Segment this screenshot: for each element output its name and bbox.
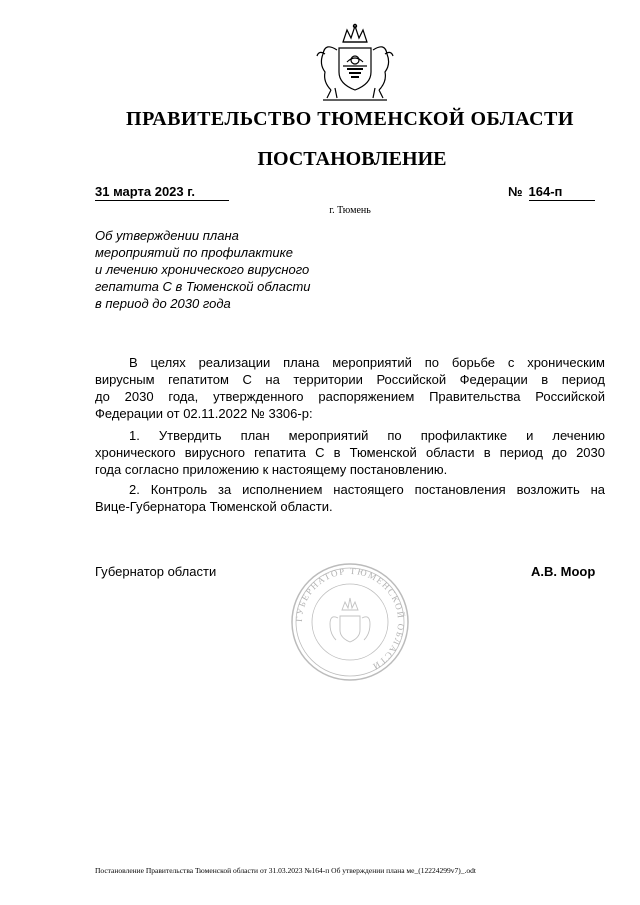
paragraph-line: года согласно приложению к настоящему постановлению. xyxy=(95,462,448,477)
seal-text: ГУБЕРНАТОР ТЮМЕНСКОЙ ОБЛАСТИ xyxy=(293,565,407,673)
subject-line: гепатита С в Тюменской области xyxy=(95,279,311,294)
document-city: г. Тюмень xyxy=(329,205,371,216)
document-subject xyxy=(95,227,355,312)
svg-text:ГУБЕРНАТОР ТЮМЕНСКОЙ ОБЛАСТИ xyxy=(294,566,406,672)
paragraph-line: 2. Контроль за исполнением настоящего постановления возложить на xyxy=(129,482,605,497)
coat-of-arms-icon xyxy=(303,20,407,104)
number-label: № xyxy=(508,184,523,199)
paragraph-line: Федерации от 02.11.2022 № 3306-р: xyxy=(95,406,313,421)
paragraph-line: 1. Утвердить план мероприятий по профилактике и лечению xyxy=(129,428,605,443)
document-date: 31 марта 2023 г. xyxy=(95,184,229,201)
paragraph-line: хронического вирусного гепатита С в Тюменской области в период до 2030 xyxy=(95,445,605,460)
subject-line: Об утверждении плана xyxy=(95,228,239,243)
clause-1-paragraph xyxy=(95,427,605,478)
government-title: ПРАВИТЕЛЬСТВО ТЮМЕНСКОЙ ОБЛАСТИ xyxy=(126,108,574,130)
signer-title: Губернатор области xyxy=(95,564,217,579)
paragraph-line: Вице-Губернатора Тюменской области. xyxy=(95,499,333,514)
subject-line: в период до 2030 года xyxy=(95,296,231,311)
paragraph-line: до 2030 года, утвержденного распоряжением Правительства Российской xyxy=(95,389,605,404)
document-number-block xyxy=(508,184,605,201)
clause-2-paragraph xyxy=(95,481,605,515)
document-footer: Постановление Правительства Тюменской области от 31.03.2023 №164-п Об утверждении плана ме_(12224299v7)_.odt xyxy=(95,866,476,875)
preamble-paragraph xyxy=(95,354,605,422)
signer-name: А.В. Моор xyxy=(531,564,596,579)
document-number: 164-п xyxy=(529,184,595,201)
subject-line: мероприятий по профилактике xyxy=(95,245,294,260)
paragraph-line: В целях реализации плана мероприятий по борьбе с хроническим xyxy=(129,355,605,370)
paragraph-line: вирусным гепатитом С на территории Российской Федерации в период xyxy=(95,372,605,387)
official-seal-icon xyxy=(288,560,412,684)
document-type: ПОСТАНОВЛЕНИЕ xyxy=(257,148,447,170)
subject-line: и лечению хронического вирусного xyxy=(95,262,310,277)
